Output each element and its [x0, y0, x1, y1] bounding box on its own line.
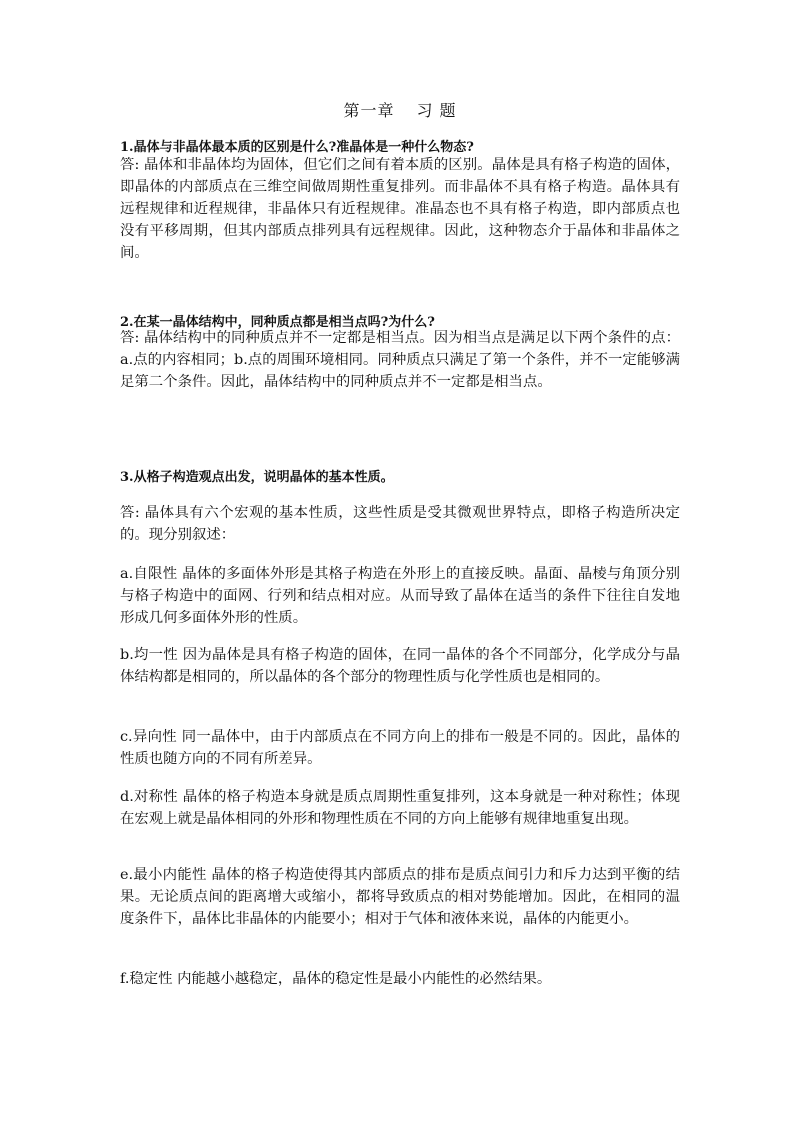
property-c: c.异向性 同一晶体中，由于内部质点在不同方向上的排布一般是不同的。因此，晶体的性质也随方向的不同有所差异。	[120, 729, 680, 767]
property-f: f.稳定性 内能越小越稳定，晶体的稳定性是最小内能性的必然结果。	[120, 971, 552, 987]
property-d: d.对称性 晶体的格子构造本身就是质点周期性重复排列，这本身就是一种对称性；体现在宏观上就是晶体相同的外形和物理性质在不同的方向上能够有规律地重复出现。	[120, 789, 680, 827]
chapter-title	[120, 98, 680, 121]
property-a: a.自限性 晶体的多面体外形是其格子构造在外形上的直接反映。晶面、晶棱与角顶分别与格子构造中的面网、行列和结点相对应。从而导致了晶体在适当的条件下往往自发地形成几何多面体外形的性质。	[120, 566, 680, 626]
question-1: 1.晶体与非晶体最本质的区别是什么?准晶体是一种什么物态?	[120, 140, 474, 155]
answer-1: 答: 晶体和非晶体均为固体，但它们之间有着本质的区别。晶体是具有格子构造的固体，即晶体的内部质点在三维空间做周期性重复排列。而非晶体不具有格子构造。晶体具有远程规律和近程规律，非晶体只有近程规律。准晶态也不具有格子构造，即内部质点也没有平移周期，但其内部质点排列具有远程规律。因此，这种物态介于晶体和非晶体之间。	[120, 157, 680, 261]
answer-3-intro: 答: 晶体具有六个宏观的基本性质，这些性质是受其微观世界特点，即格子构造所决定的。现分别叙述：	[120, 505, 680, 543]
chapter-number: 第一章	[343, 101, 395, 120]
question-2: 2.在某一晶体结构中，同种质点都是相当点吗?为什么?	[120, 315, 435, 330]
property-e: e.最小内能性 晶体的格子构造使得其内部质点的排布是质点间引力和斥力达到平衡的结果。无论质点间的距离增大或缩小，都将导致质点的相对势能增加。因此，在相同的温度条件下，晶体比非晶体的内能要小；相对于气体和液体来说，晶体的内能更小。	[120, 867, 680, 927]
property-b: b.均一性 因为晶体是具有格子构造的固体，在同一晶体的各个不同部分，化学成分与晶体结构都是相同的，所以晶体的各个部分的物理性质与化学性质也是相同的。	[120, 647, 680, 685]
answer-2: 答: 晶体结构中的同种质点并不一定都是相当点。因为相当点是满足以下两个条件的点：a.点的内容相同；b.点的周围环境相同。同种质点只满足了第一个条件，并不一定能够满足第二个条件。因此，晶体结构中的同种质点并不一定都是相当点。	[120, 330, 680, 390]
chapter-name: 习 题	[416, 101, 457, 120]
question-3: 3.从格子构造观点出发，说明晶体的基本性质。	[120, 470, 394, 485]
